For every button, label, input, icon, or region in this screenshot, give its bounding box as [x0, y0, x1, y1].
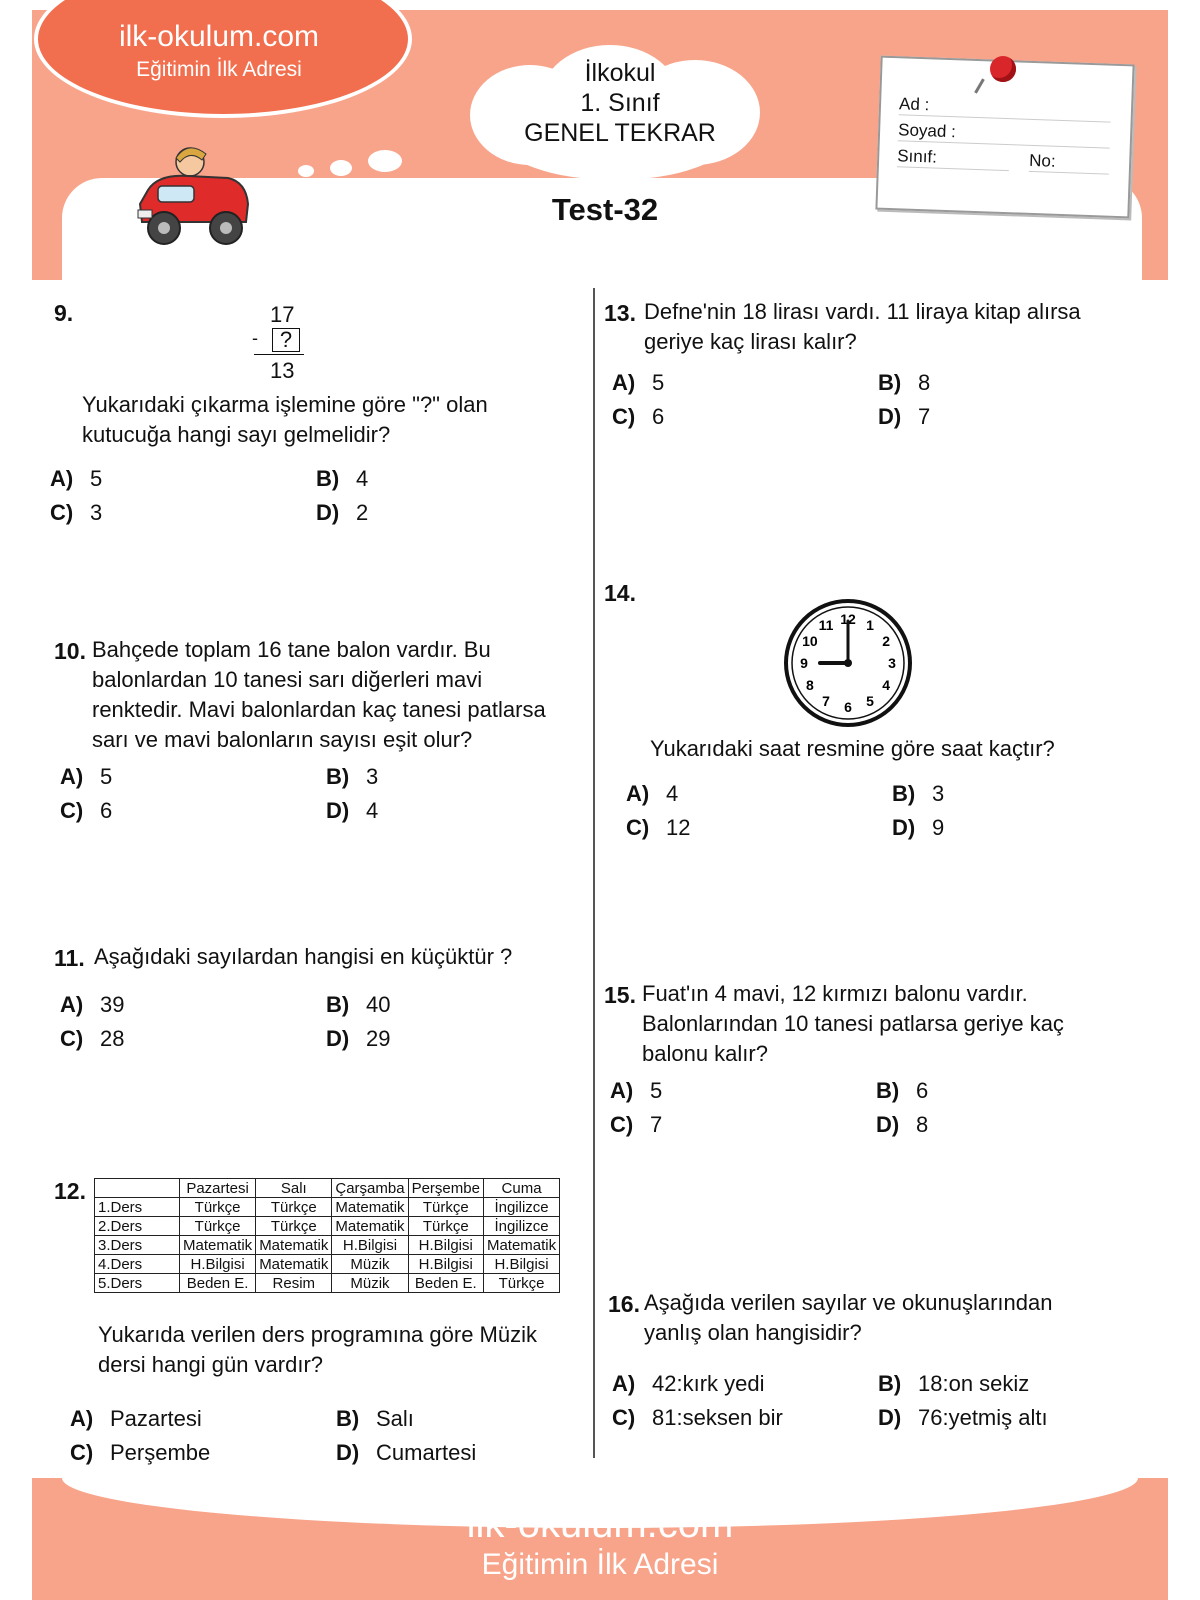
q16-option-c[interactable]: C) 81:seksen bir	[612, 1405, 783, 1430]
q11-number: 11.	[54, 945, 85, 971]
site-logo-subtitle: Eğitimin İlk Adresi	[136, 58, 302, 81]
q15-text-line: balonu kalır?	[642, 1041, 768, 1066]
table-cell: H.Bilgisi	[408, 1255, 483, 1274]
q14-number: 14.	[604, 580, 636, 606]
q13-text	[644, 297, 1081, 357]
q16-text	[644, 1288, 1052, 1348]
lesson-schedule-table	[94, 1178, 560, 1293]
q12-option-c[interactable]: C) Perşembe	[70, 1440, 211, 1465]
table-cell: Beden E.	[180, 1274, 256, 1293]
thought-bubble-tiny	[330, 160, 352, 176]
q9-option-d[interactable]: D) 2	[316, 500, 369, 525]
q10-number: 10.	[54, 638, 86, 664]
table-header-cell: Çarşamba	[332, 1179, 408, 1198]
table-row	[95, 1274, 560, 1293]
q11-text: Aşağıdaki sayılardan hangisi en küçüktür ?	[94, 944, 513, 969]
q11-option-b[interactable]: B) 40	[326, 992, 391, 1017]
q16-option-a[interactable]: A) 42:kırk yedi	[612, 1371, 765, 1396]
table-cell: Türkçe	[256, 1217, 332, 1236]
q9-text	[82, 390, 488, 450]
clock-number: 3	[888, 655, 896, 671]
q15-option-a[interactable]: A) 5	[610, 1078, 663, 1103]
q13-text-line: geriye kaç lirası kalır?	[644, 329, 857, 354]
table-row	[95, 1198, 560, 1217]
table-cell: Türkçe	[408, 1198, 483, 1217]
q13-option-a[interactable]: A) 5	[612, 370, 665, 395]
table-header-cell: Salı	[256, 1179, 332, 1198]
site-logo-title[interactable]: ilk-okulum.com	[118, 20, 320, 53]
q11-option-c[interactable]: C) 28	[60, 1026, 125, 1051]
table-header-cell: Pazartesi	[180, 1179, 256, 1198]
table-cell: Türkçe	[483, 1274, 559, 1293]
q10-text-line: Bahçede toplam 16 tane balon vardır. Bu	[92, 637, 491, 662]
q9-option-c[interactable]: C) 3	[50, 500, 103, 525]
q10-option-c[interactable]: C) 6	[60, 798, 113, 823]
q11-option-d[interactable]: D) 29	[326, 1026, 391, 1051]
thought-bubble-small	[368, 150, 402, 172]
table-row	[95, 1236, 560, 1255]
table-cell: Beden E.	[408, 1274, 483, 1293]
table-cell: İngilizce	[483, 1198, 559, 1217]
footer-site-title[interactable]: ilk-okulum.com	[466, 1502, 734, 1546]
review-title: GENEL TEKRAR	[524, 119, 716, 147]
table-cell: Matematik	[256, 1236, 332, 1255]
clock-number: 2	[882, 633, 891, 649]
table-cell: H.Bilgisi	[332, 1236, 408, 1255]
name-field[interactable]: Ad :	[899, 94, 1112, 122]
school-level: İlkokul	[584, 59, 656, 87]
q15-option-c[interactable]: C) 7	[610, 1112, 663, 1137]
car-illustration	[128, 130, 258, 260]
q9-text-line: Yukarıdaki çıkarma işlemine göre "?" olan	[82, 392, 488, 417]
q12-option-d[interactable]: D) Cumartesi	[336, 1440, 477, 1465]
q14-option-d[interactable]: D) 9	[892, 815, 945, 840]
clock-number: 8	[805, 677, 814, 693]
table-cell: Müzik	[332, 1274, 408, 1293]
table-cell: 3.Ders	[95, 1236, 180, 1255]
q16-option-d[interactable]: D) 76:yetmiş altı	[878, 1405, 1048, 1430]
clock-number: 5	[866, 693, 874, 710]
q13-option-c[interactable]: C) 6	[612, 404, 665, 429]
column-divider	[593, 288, 595, 1458]
table-row	[95, 1217, 560, 1236]
q16-text-line: Aşağıda verilen sayılar ve okunuşlarından	[644, 1290, 1053, 1315]
q13-option-b[interactable]: B) 8	[878, 370, 931, 395]
table-cell: H.Bilgisi	[180, 1255, 256, 1274]
q16-text-line: yanlış olan hangisidir?	[644, 1320, 862, 1345]
q9-number: 9.	[54, 300, 74, 326]
q9-operator: -	[252, 328, 258, 348]
q15-text	[642, 979, 1064, 1069]
table-cell: 1.Ders	[95, 1198, 180, 1217]
q9-result: 13	[270, 358, 295, 383]
table-cell: Matematik	[332, 1198, 408, 1217]
q10-option-b[interactable]: B) 3	[326, 764, 379, 789]
q9-minuend: 17	[270, 302, 295, 327]
table-cell: 5.Ders	[95, 1274, 180, 1293]
q12-text	[98, 1320, 537, 1380]
q10-option-d[interactable]: D) 4	[326, 798, 379, 823]
q10-text-line: balonlardan 10 tanesi sarı diğerleri mavi	[92, 667, 483, 692]
q12-number: 12.	[54, 1178, 86, 1204]
table-cell: Türkçe	[180, 1217, 256, 1236]
cloud-text	[480, 58, 760, 148]
q15-option-b[interactable]: B) 6	[876, 1078, 929, 1103]
grade-level: 1. Sınıf	[580, 89, 660, 117]
q12-option-b[interactable]: B) Salı	[336, 1406, 414, 1431]
q12-text-line: dersi hangi gün vardır?	[98, 1352, 324, 1377]
number-field[interactable]: No:	[1029, 151, 1110, 175]
table-cell: H.Bilgisi	[483, 1255, 559, 1274]
q16-option-b[interactable]: B) 18:on sekiz	[878, 1371, 1030, 1396]
clock-number: 7	[822, 693, 830, 710]
clock-number: 9	[800, 655, 808, 671]
clock-number: 12	[840, 611, 856, 627]
table-cell: Müzik	[332, 1255, 408, 1274]
thought-bubble-tiny	[298, 165, 314, 177]
table-cell: Matematik	[256, 1255, 332, 1274]
table-cell: 2.Ders	[95, 1217, 180, 1236]
table-cell: Türkçe	[180, 1198, 256, 1217]
table-cell: Türkçe	[408, 1217, 483, 1236]
table-cell: Resim	[256, 1274, 332, 1293]
q14-option-c[interactable]: C) 12	[626, 815, 691, 840]
table-cell: Türkçe	[256, 1198, 332, 1217]
q14-option-b[interactable]: B) 3	[892, 781, 945, 806]
pushpin-icon	[990, 56, 1016, 82]
q13-number: 13.	[604, 300, 636, 326]
clock-number: 11	[818, 616, 834, 633]
table-header-row	[95, 1179, 560, 1198]
q9-option-a[interactable]: A) 5	[50, 466, 103, 491]
q13-option-d[interactable]: D) 7	[878, 404, 931, 429]
table-header-cell: Cuma	[483, 1179, 559, 1198]
class-field[interactable]: Sınıf:	[897, 146, 1010, 171]
q10-text-line: sarı ve mavi balonların sayısı eşit olur?	[92, 727, 473, 752]
q13-text-line: Defne'nin 18 lirası vardı. 11 liraya kitap alırsa	[644, 299, 1081, 324]
q15-text-line: Fuat'ın 4 mavi, 12 kırmızı balonu vardır.	[642, 981, 1028, 1006]
table-cell: Matematik	[180, 1236, 256, 1255]
surname-field[interactable]: Soyad :	[898, 120, 1111, 148]
q14-text: Yukarıdaki saat resmine göre saat kaçtır?	[650, 736, 1055, 761]
table-cell: Matematik	[483, 1236, 559, 1255]
table-header-cell	[95, 1179, 180, 1198]
q15-option-d[interactable]: D) 8	[876, 1112, 929, 1137]
clock-number: 1	[866, 616, 874, 633]
clock-number: 4	[882, 677, 891, 693]
q12-text-line: Yukarıda verilen ders programına göre Müzik	[98, 1322, 537, 1347]
table-row	[95, 1255, 560, 1274]
q9-missing-box[interactable]: ?	[272, 328, 300, 352]
clock-icon	[780, 595, 916, 731]
q10-text	[92, 635, 546, 755]
table-cell: Matematik	[332, 1217, 408, 1236]
q15-text-line: Balonlarından 10 tanesi patlarsa geriye kaç	[642, 1011, 1064, 1036]
test-title: Test-32	[551, 192, 659, 227]
q16-number: 16.	[608, 1291, 640, 1317]
q9-text-line: kutucuğa hangi sayı gelmelidir?	[82, 422, 391, 447]
table-cell: İngilizce	[483, 1217, 559, 1236]
table-cell: H.Bilgisi	[408, 1236, 483, 1255]
q9-option-b[interactable]: B) 4	[316, 466, 369, 491]
q14-option-a[interactable]: A) 4	[626, 781, 679, 806]
clock-number: 6	[844, 699, 852, 715]
table-header-cell: Perşembe	[408, 1179, 483, 1198]
q9-subtraction	[252, 300, 318, 390]
q15-number: 15.	[604, 982, 636, 1008]
clock-number: 10	[802, 633, 818, 649]
q12-option-a[interactable]: A) Pazartesi	[70, 1406, 202, 1431]
q10-option-a[interactable]: A) 5	[60, 764, 113, 789]
footer-site-subtitle: Eğitimin İlk Adresi	[481, 1548, 719, 1581]
q10-text-line: renktedir. Mavi balonlardan kaç tanesi patlarsa	[92, 697, 546, 722]
q11-option-a[interactable]: A) 39	[60, 992, 125, 1017]
table-cell: 4.Ders	[95, 1255, 180, 1274]
